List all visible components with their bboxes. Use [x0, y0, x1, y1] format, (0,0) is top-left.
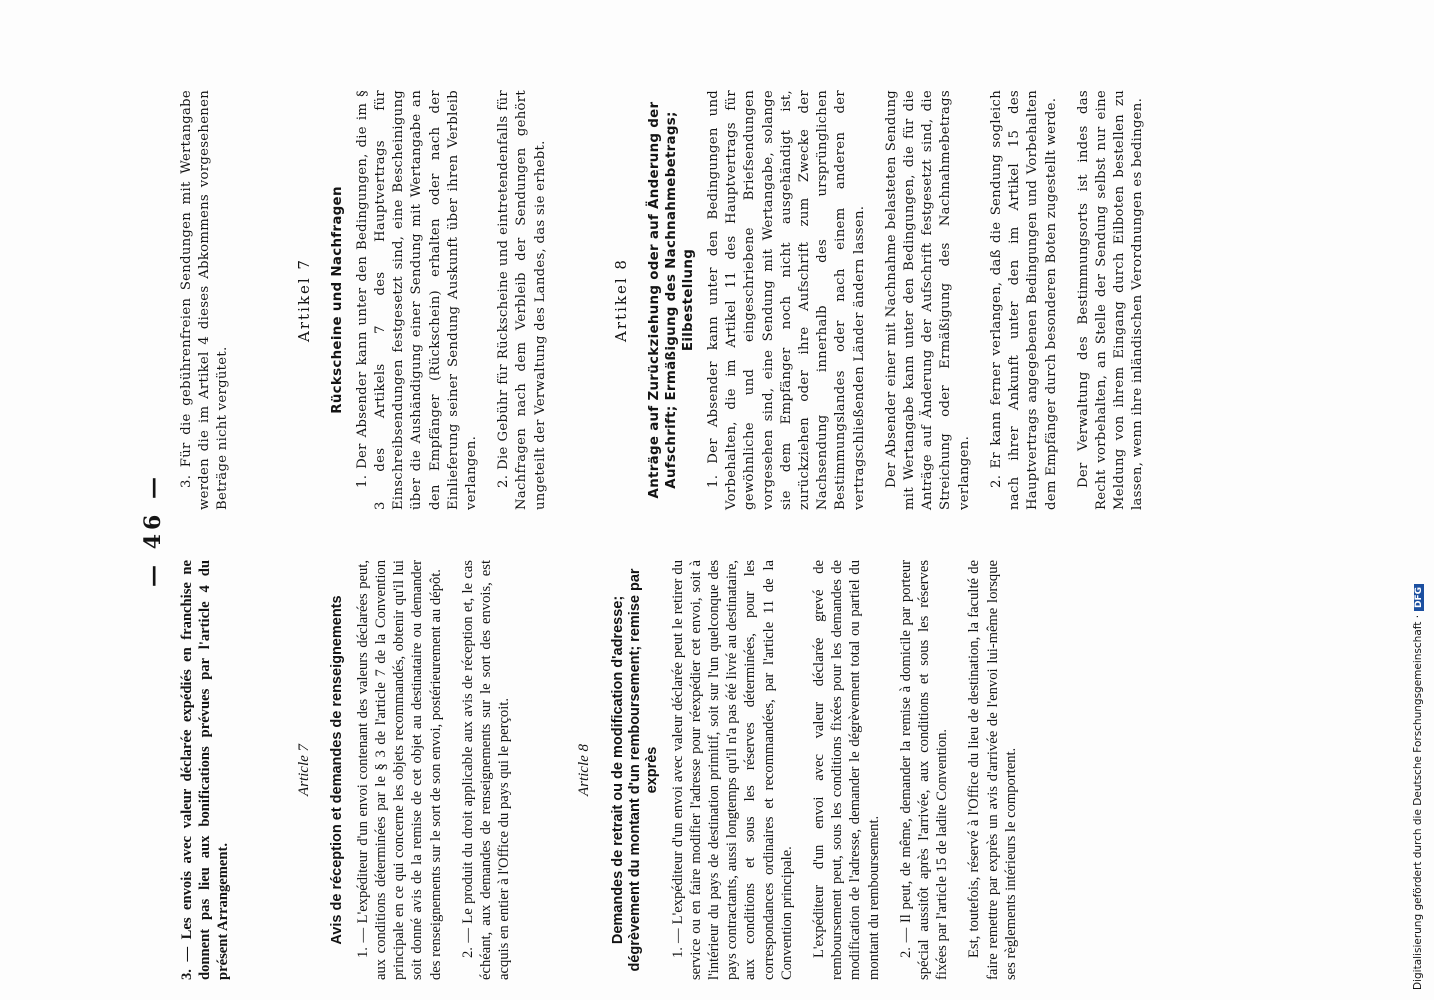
fr-para3: 3. — Les envois avec valeur déclarée expédiés en franchise ne donnent pas lieu aux bonifications prévues par l'article 4 du présent Arrangement.	[179, 560, 232, 980]
rotated-page	[140, 80, 1146, 980]
de-article8-p3: 2. Er kann ferner verlangen, daß die Sendung sogleich nach ihrer Ankunft unter den im Artikel 15 des Hauptvertrags angegebenen Bedingungen und Vorbehalten dem Empfänger durch besonderen Boten zugestellt werde.	[988, 90, 1059, 510]
fr-article7-p2: 2. — Le produit du droit applicable aux avis de réception et, le cas échéant, aux demandes de renseignements sur le sort des envois, est acquis en entier à l'Office du pays qui le perçoit.	[459, 560, 513, 980]
fr-article7-p1: 1. — L'expéditeur d'un envoi contenant des valeurs déclarées peut, aux conditions déterminées par le § 3 de l'article 7 de la Convention principale en ce qui concerne les objets recommandés, obtenir qu'il lui soit donné avis de la remise de cet objet au destinataire ou demander des renseignements sur le sort de son envoi, postérieurement au dépôt.	[354, 560, 444, 980]
de-para3: 3. Für die gebührenfreien Sendungen mit Wertangabe werden die im Artikel 4 dieses Abkommens vorgesehenen Beträge nicht vergütet.	[179, 90, 231, 510]
de-article8-p1: 1. Der Absender kann unter den Bedingungen und Vorbehalten, die im Artikel 11 des Hauptvertrags für gewöhnliche und eingeschriebene Briefsendungen vorgesehen sind, eine Sendung mit Wertangabe, solange sie dem Empfänger noch nicht ausgehändigt ist, zurückziehen oder ihre Aufschrift zum Zwecke der Nachsendung innerhalb des ursprünglichen Bestimmungslandes oder nach einem anderen der vertragschließenden Länder ändern lassen.	[706, 90, 867, 510]
de-article8-p4: Der Verwaltung des Bestimmungsorts ist indes das Recht vorbehalten, an Stelle der Sendung selbst nur eine Meldung von ihrem Eingang durch Eilboten bestellen zu lassen, wenn ihre inländischen Verordnungen es bedingen.	[1075, 90, 1146, 510]
de-article8-p2: Der Absender einer mit Nachnahme belasteten Sendung mit Wertangabe kann unter den Bedingungen, die für die Anträge auf Änderung der Aufschrift festgesetzt sind, die Streichung oder Ermäßigung des Nachnahmebetrags verlangen.	[883, 90, 972, 510]
french-column	[178, 560, 1020, 980]
fr-article8-p1: 1. — L'expéditeur d'un envoi avec valeur déclarée peut le retirer du service ou en faire modifier l'adresse pour réexpédier cet envoi, soit à l'intérieur du pays de destination primitif, soit sur l'un quelconque des pays contractants, aussi longtemps qu'il n'a pas été livré au destinataire, aux conditions et sous les réserves déterminées, pour les correspondances ordinaires et recommandées, par l'article 11 de la Convention principale.	[669, 560, 795, 980]
de-article7-title: Rückscheine und Nachfragen	[329, 186, 345, 414]
de-article7-p1: 1. Der Absender kann unter den Bedingungen, die im § 3 des Artikels 7 des Hauptvertrags für Einschreibsendungen festgesetzt sind, eine Bescheinigung über die Aushändigung einer Sendung mit Wertangabe an den Empfänger (Rückschein) erhalten oder nach der Einlieferung seiner Sendung Auskunft über ihren Verbleib verlangen.	[354, 90, 480, 510]
fr-article8-p4: Est, toutefois, réservé à l'Office du lieu de destination, la faculté de faire remettre par exprès un avis d'arrivée de l'envoi lui-même lorsque ses règlements intérieurs le comportent.	[966, 560, 1019, 980]
digitization-credit	[1412, 584, 1424, 990]
german-column	[178, 90, 1148, 510]
de-article7-p2: 2. Die Gebühr für Rückscheine und eintretendenfalls für Nachfragen nach dem Verbleib der Sendungen gehört ungeteilt der Verwaltung des Landes, das sie erhebt.	[496, 90, 548, 510]
fr-article8-title: Demandes de retrait ou de modification d'adresse; dégrèvement du montant d'un remboursement; remise par exprès	[609, 568, 660, 972]
fr-article8-p3: 2. — Il peut, de même, demander la remise à domicile par porteur spécial aussitôt après l'arrivée, aux conditions et sous les réserves fixées par l'article 15 de ladite Convention.	[897, 560, 951, 980]
de-article8-label: Artikel 8	[611, 258, 630, 342]
dfg-logo: DFG	[1414, 584, 1424, 611]
page-number: — 46 —	[140, 473, 166, 587]
de-article8-title: Anträge auf Zurückziehung oder auf Änderung der Aufschrift; Ermäßigung des Nachnahmebetrags; Eilbestellung	[647, 101, 697, 499]
fr-article7-title: Avis de réception et demandes de renseignements	[328, 595, 345, 945]
fr-article8-p2: L'expéditeur d'un envoi avec valeur déclarée grevé de remboursement peut, sous les conditions fixées pour les demandes de modification de l'adresse, demander le dégrèvement total ou partiel du montant du remboursement.	[811, 560, 882, 980]
fr-article8-label: Article 8	[576, 743, 593, 797]
credit-text: Digitalisierung gefördert durch die Deutsche Forschungsgemeinschaft ·	[1412, 614, 1424, 990]
fr-article7-label: Article 7	[295, 743, 312, 797]
de-article7-label: Artikel 7	[294, 258, 313, 342]
